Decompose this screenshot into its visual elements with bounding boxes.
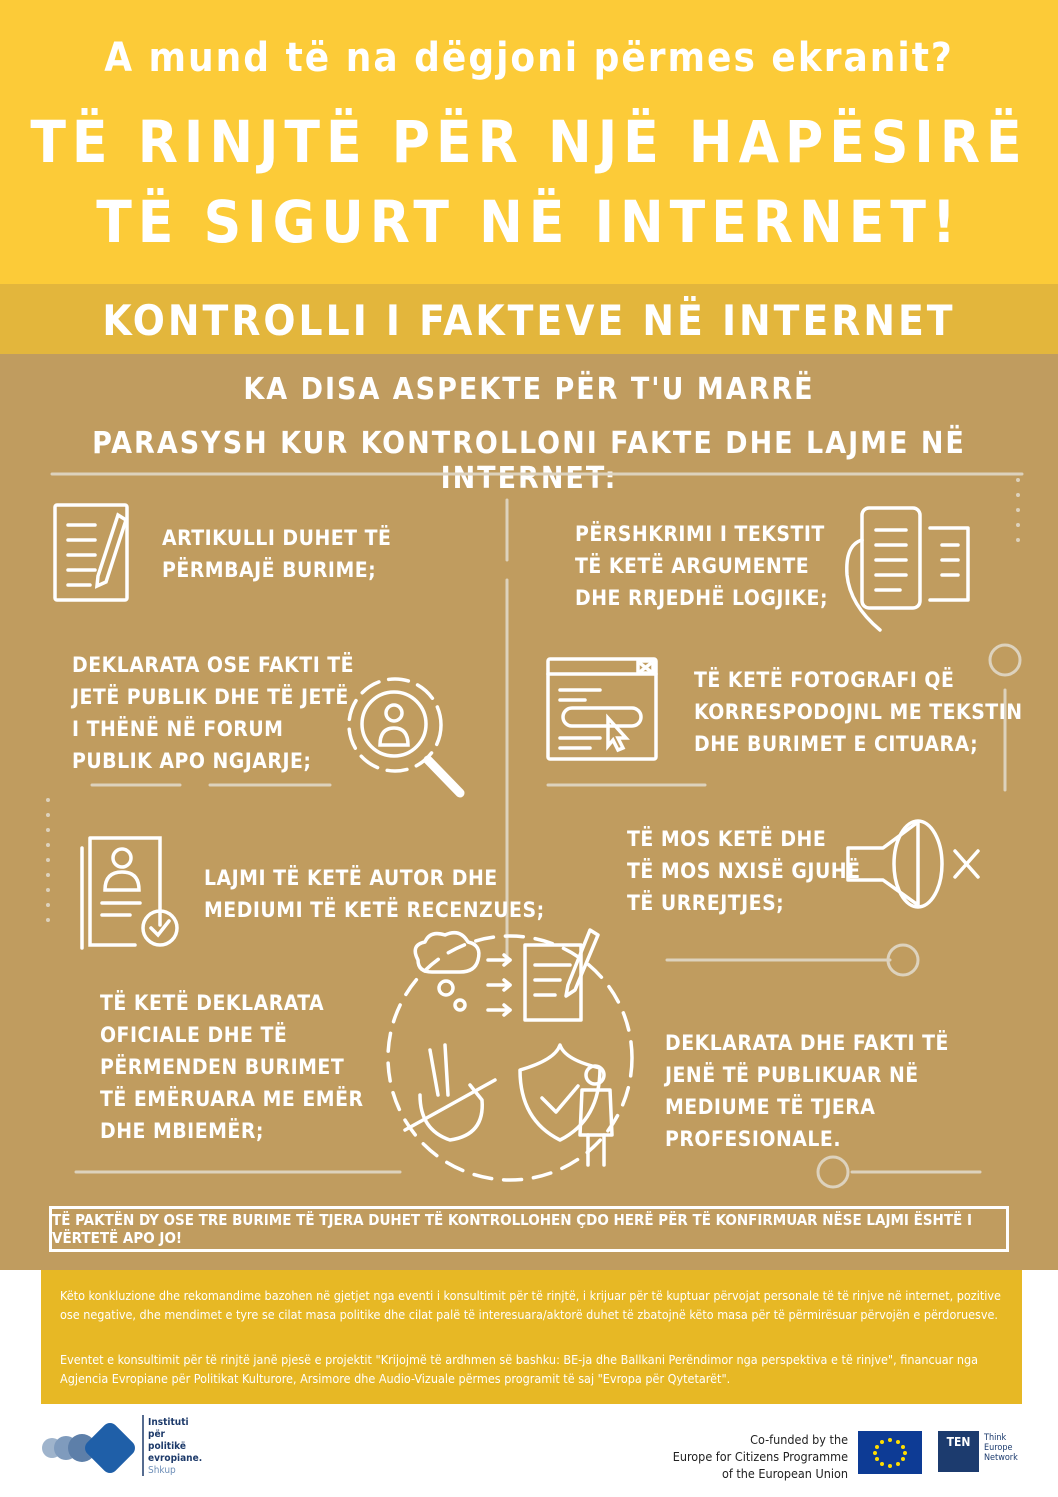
footer-paragraph-2: Eventet e konsultimit për të rinjtë janë pjesë e projektit "Krijojmë të ardhmen së bashku: BE-ja dhe Ballkani Perëndimor nga perspektiva e të rinjve", financuar nga Agjencia Evropiane për Politikat Kulturore, Arsimore dhe Audio-Vizuale përmes programit të saj "Evropa për Qytetarët". [60,1352,979,1386]
item-line: TË KETË DEKLARATA [100,991,325,1015]
item-line: PROFESIONALE. [665,1127,842,1151]
item-line: DEKLARATA OSE FAKTI TË [72,653,355,677]
item-line: TË KETË ARGUMENTE [575,554,810,578]
cofunded-line: Co-funded by the [750,1432,848,1447]
section-title: KONTROLLI I FAKTEVE NË INTERNET [102,296,956,345]
logo-line: Instituti [148,1417,189,1428]
cofunded-line: of the European Union [721,1466,848,1481]
item-line: JENË TË PUBLIKUAR NË [665,1063,919,1087]
item-line: MEDIUMI TË KETË RECENZUES; [204,898,545,922]
item-line: DHE BURIMET E CITUARA; [694,732,979,756]
item-line: ARTIKULLI DUHET TË [162,526,392,550]
item-line: DHE MBIEMËR; [100,1119,264,1143]
cofunded-text [640,1431,848,1482]
item-line: MEDIUME TË TJERA [665,1095,876,1119]
item-line: TË KETË FOTOGRAFI QË [694,668,955,692]
item-line: LAJMI TË KETË AUTOR DHE [204,866,498,890]
think-europe-text [984,1433,1018,1463]
institute-logo-text [148,1417,202,1477]
eu-flag-icon [858,1431,922,1474]
item-line: PËRMENDEN BURIMET [100,1055,345,1079]
ten-logo-text: TEN [946,1435,971,1449]
header-title-line1: TË RINJTË PËR NJË HAPËSIRË [30,108,1028,176]
logo-line: evropiane. [148,1453,203,1464]
item-line: PËRSHKRIMI I TEKSTIT [575,522,825,546]
item-line: TË URREJTJES; [627,891,785,915]
item-line: PUBLIK APO NGJARJE; [72,749,312,773]
intro-line1: KA DISA ASPEKTE PËR T'U MARRË [243,372,815,407]
logo-line: për [148,1429,165,1440]
ten-logo [938,1431,979,1472]
item-line: JETË PUBLIK DHE TË JETË [72,685,349,709]
logo-line: politikë [148,1441,186,1452]
logo-line: Shkup [148,1465,176,1476]
item-line: TË MOS KETË DHE [627,827,827,851]
item-line: DHE RRJEDHË LOGJIKE; [575,586,829,610]
item-line: PËRMBAJË BURIME; [162,558,377,582]
item-line: I THËNË NË FORUM [72,717,284,741]
item-line: TË MOS NXISË GJUHË [627,859,861,883]
think-line: Think [984,1433,1007,1443]
footer-paragraph-1: Këto konkluzione dhe rekomandime bazohen në gjetjet nga eventi i konsultimit për të rinjtë, i krijuar për të kuptuar përvojat personale të të rinjve në internet, pozitive ose negative, dhe mendimet e tyre se cilat masa politike dhe cilat palë të interesuara/aktorë duhet të zbatojnë këto masa për të përmirësuar përvojën e përdoruesve. [60,1288,1001,1322]
header-title-line2: TË SIGURT NË INTERNET! [96,188,962,256]
item-line: OFICIALE DHE TË [100,1023,288,1047]
intro-line2: PARASYSH KUR KONTROLLONI FAKTE DHE LAJME NË INTERNET: [92,426,966,496]
think-line: Europe [984,1443,1013,1453]
item-line: KORRESPODOJNL ME TEKSTIN [694,700,1023,724]
think-line: Network [984,1453,1018,1463]
notice-text: TË PAKTËN DY OSE TRE BURIME TË TJERA DUHET TË KONTROLLOHEN ÇDO HERË PËR TË KONFIRMUAR NËSE LAJMI ËSHTË I VËRTETË APO JO! [52,1211,972,1247]
item-line: TË EMËRUARA ME EMËR [100,1087,364,1111]
header-question: A mund të na dëgjoni përmes ekranit? [104,35,954,81]
item-line: DEKLARATA DHE FAKTI TË [665,1031,949,1055]
cofunded-line: Europe for Citizens Programme [672,1449,848,1464]
